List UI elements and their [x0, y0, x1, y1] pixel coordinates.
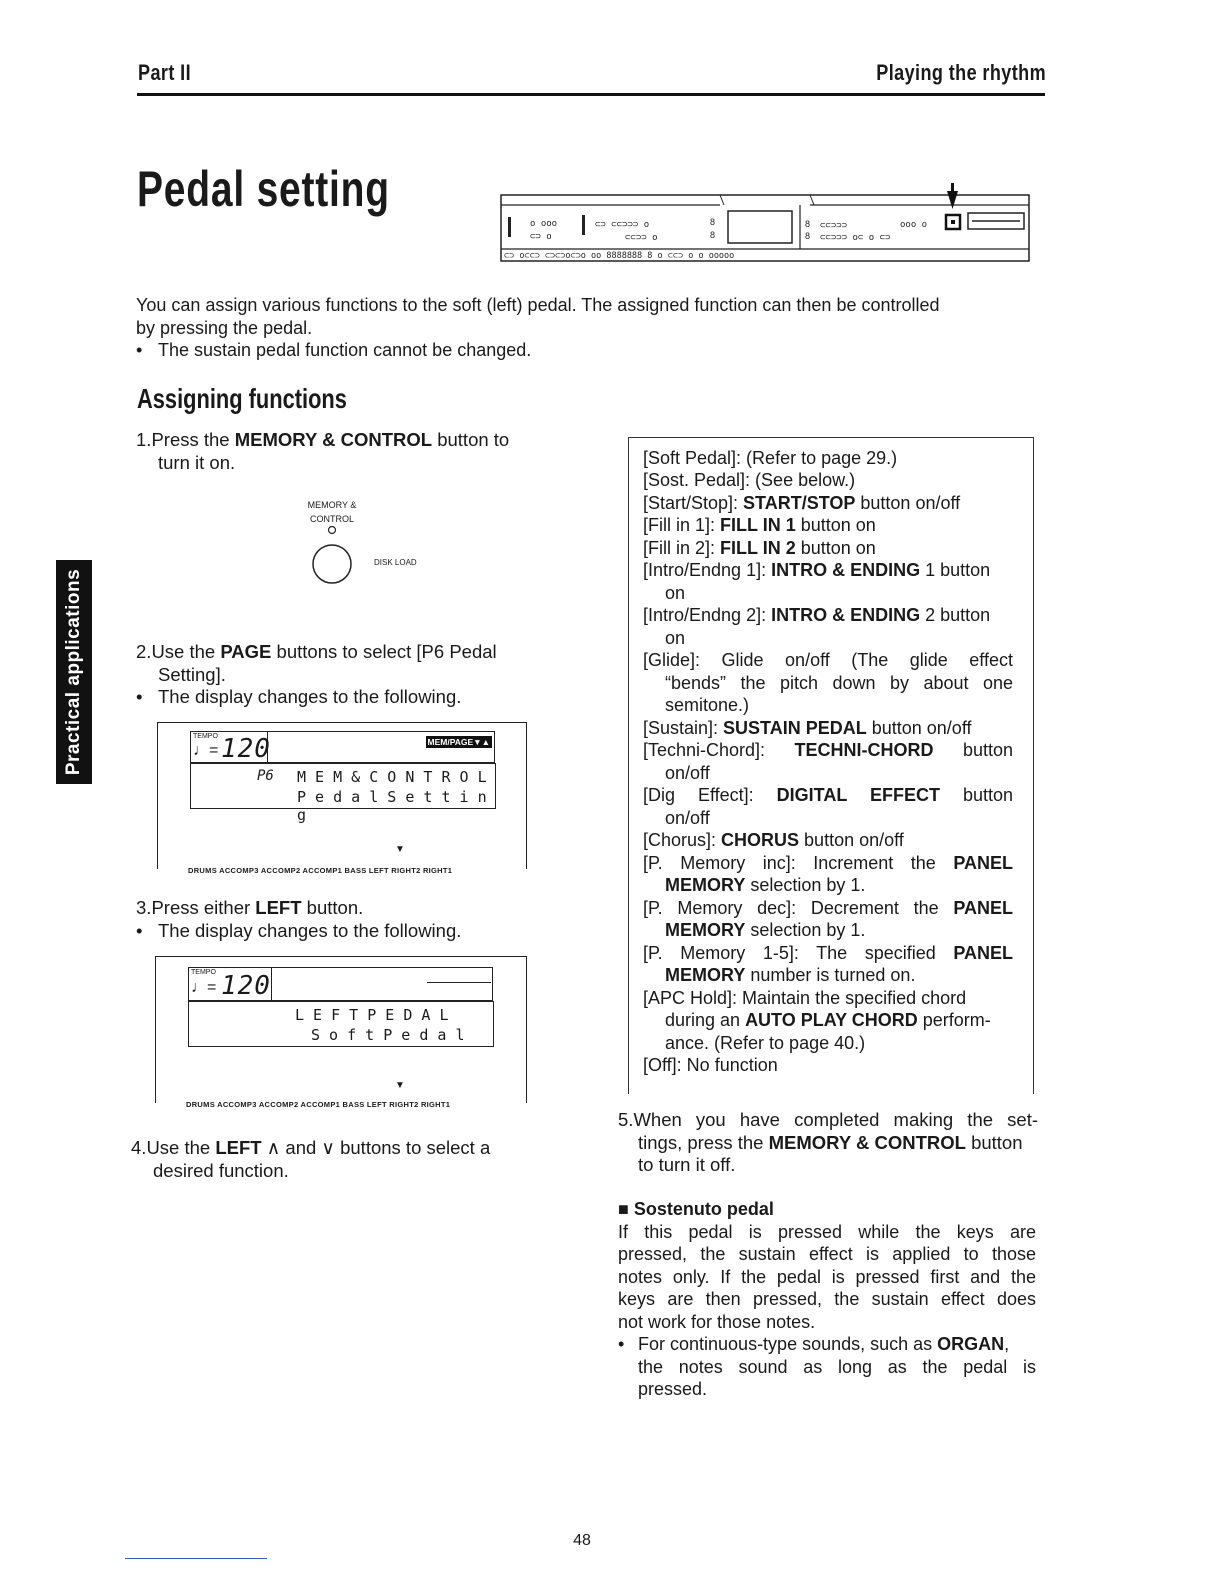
step-2-line-2: Setting].	[158, 663, 226, 685]
step-text: Press the	[151, 429, 235, 450]
svg-text:⊂⊃ ⊂⊂⊃⊃⊃ o: ⊂⊃ ⊂⊂⊃⊃⊃ o	[595, 220, 650, 230]
tempo-box	[190, 731, 271, 764]
step-4	[131, 1137, 561, 1182]
step-3-line-1	[136, 897, 566, 920]
memory-control-button-diagram	[300, 496, 460, 606]
button-label-2: CONTROL	[309, 514, 354, 524]
step-bold-text: MEMORY & CONTROL	[234, 429, 433, 450]
round-button-icon	[310, 524, 360, 596]
text-area	[190, 763, 496, 824]
function-chorus: [Chorus]: CHORUS button on/off	[643, 830, 904, 850]
svg-text:8: 8	[710, 230, 716, 240]
function-glide: [Glide]: Glide on/off (The glide effect	[643, 650, 1013, 670]
function-glide-cont: “bends” the pitch down by about one	[665, 673, 1013, 693]
top-right-box	[266, 731, 495, 763]
step-2	[136, 641, 566, 709]
step-3	[136, 897, 566, 942]
step-5	[618, 1109, 1038, 1177]
footer-rule	[125, 1558, 267, 1559]
step-text: ∧ and ∨ buttons to select a	[261, 1137, 491, 1158]
step-3-bullet-text: The display changes to the following.	[158, 919, 462, 941]
step-5-line-3: to turn it off.	[638, 1154, 736, 1175]
svg-text:⊂⊃ o: ⊂⊃ o	[530, 232, 552, 242]
intro-bullet: • The sustain pedal function cannot be changed.	[136, 340, 532, 360]
step-bold-text: LEFT	[255, 897, 302, 918]
step-5-line-1	[618, 1109, 1038, 1132]
step-text: Use the	[146, 1137, 216, 1158]
step-text: button.	[301, 897, 364, 918]
function-start-stop: [Start/Stop]: START/STOP button on/off	[643, 493, 961, 513]
display-line-1: M E M & C O N T R O L	[297, 768, 487, 786]
display-line-2: S o f t P e d a l	[311, 1026, 465, 1044]
step-text: buttons to select [P6 Pedal	[271, 641, 497, 662]
page-title: Pedal setting	[137, 161, 390, 217]
function-intro-ending-1: [Intro/Endng 1]: INTRO & ENDING 1 button	[643, 560, 991, 580]
function-fill-in-1: [Fill in 1]: FILL IN 1 button on	[643, 515, 876, 535]
function-techni-chord-cont: on/off	[665, 763, 710, 783]
function-soft-pedal: [Soft Pedal]: (Refer to page 29.)	[643, 448, 898, 468]
tempo-note: ♩=	[191, 979, 217, 996]
sostenuto-line: pressed, the sustain effect is applied to those	[618, 1244, 1036, 1264]
sostenuto-bullet-line-3: pressed.	[638, 1379, 708, 1399]
lcd-display-1	[157, 722, 527, 875]
function-p-memory-dec-cont: MEMORY selection by 1.	[665, 920, 866, 940]
function-p-memory-inc-cont: MEMORY selection by 1.	[665, 875, 866, 895]
tempo-label: TEMPO	[191, 969, 216, 976]
section-label: Playing the rhythm	[876, 60, 1046, 85]
sostenuto-heading: ■ Sostenuto pedal	[618, 1199, 774, 1219]
svg-text:8: 8	[710, 217, 716, 227]
step-text: Press either	[151, 897, 256, 918]
step-text: When you have completed making the set-	[633, 1109, 1038, 1130]
step-4-line-2: desired function.	[153, 1159, 289, 1181]
step-number: 2.	[136, 641, 152, 662]
function-p-memory-dec: [P. Memory dec]: Decrement the PANEL	[643, 898, 1013, 918]
tempo-value: 120	[221, 971, 271, 1001]
display-footer: DRUMS ACCOMP3 ACCOMP2 ACCOMP1 BASS LEFT RIGHT2 RIGHT1	[188, 866, 453, 875]
display-line-2: P e d a l S e t t i n g	[297, 788, 487, 824]
function-intro-ending-2: [Intro/Endng 2]: INTRO & ENDING 2 button	[643, 605, 991, 625]
svg-text:o ooo: o ooo	[530, 219, 558, 229]
step-1-line-2: turn it on.	[158, 451, 236, 473]
sostenuto-bullet: • For continuous-type sounds, such as ORGAN,	[618, 1334, 1010, 1354]
step-bold-text: PAGE	[220, 641, 272, 662]
disk-load-label: DISK LOAD	[374, 558, 417, 567]
svg-text:ooo o: ooo o	[900, 220, 928, 230]
step-text: button to	[432, 429, 510, 450]
display-footer: DRUMS ACCOMP3 ACCOMP2 ACCOMP1 BASS LEFT RIGHT2 RIGHT1	[186, 1100, 451, 1109]
step-number: 4.	[131, 1137, 147, 1158]
sostenuto-line: keys are then pressed, the sustain effect does	[618, 1289, 1036, 1309]
function-off: [Off]: No function	[643, 1055, 778, 1075]
step-number: 1.	[136, 429, 152, 450]
function-fill-in-2: [Fill in 2]: FILL IN 2 button on	[643, 538, 876, 558]
function-apc-hold-cont-2: ance. (Refer to page 40.)	[665, 1033, 866, 1053]
step-4-line-1	[131, 1137, 561, 1160]
svg-text:⊂⊂⊃⊃⊃ o⊂ o ⊂⊃: ⊂⊂⊃⊃⊃ o⊂ o ⊂⊃	[820, 233, 891, 243]
function-dig-effect-cont: on/off	[665, 808, 710, 828]
step-number: 5.	[618, 1109, 634, 1130]
svg-text:8: 8	[805, 219, 811, 229]
step-2-bullet-text: The display changes to the following.	[158, 686, 462, 707]
tempo-box	[188, 967, 272, 1001]
indicator-line	[427, 982, 491, 983]
side-tab	[56, 560, 92, 784]
down-arrow-icon: ▼	[395, 1080, 405, 1091]
part-label: Part II	[138, 60, 192, 85]
header-rule	[137, 93, 1045, 96]
step-3-bullet: • The display changes to the following.	[136, 919, 462, 941]
step-2-line-1	[136, 641, 566, 664]
function-p-memory-1-5: [P. Memory 1-5]: The specified PANEL	[643, 943, 1013, 963]
text-area	[188, 1001, 494, 1047]
tempo-note: ♩=	[193, 742, 219, 759]
control-panel-illustration	[500, 183, 1030, 263]
tempo-value: 120	[221, 734, 271, 764]
section-subtitle: Assigning functions	[137, 383, 347, 414]
function-apc-hold: [APC Hold]: Maintain the specified chord	[643, 988, 967, 1008]
page-code: P6	[257, 768, 274, 784]
mem-page-indicator: MEM/PAGE▼▲	[427, 737, 490, 747]
top-right-box	[270, 967, 493, 1001]
lcd-display-2	[155, 956, 527, 1109]
function-p-memory-1-5-cont: MEMORY number is turned on.	[665, 965, 916, 985]
step-2-bullet: • The display changes to the following.	[136, 686, 462, 707]
svg-text:8: 8	[805, 231, 811, 241]
function-apc-hold-cont: during an AUTO PLAY CHORD perform-	[665, 1010, 991, 1030]
step-1	[136, 429, 566, 474]
tempo-label: TEMPO	[193, 733, 218, 740]
step-5-line-2: tings, press the MEMORY & CONTROL button	[638, 1131, 1023, 1153]
intro-text	[136, 294, 1046, 362]
function-p-memory-inc: [P. Memory inc]: Increment the PANEL	[643, 853, 1013, 873]
page-number: 48	[573, 1532, 591, 1549]
function-sustain: [Sustain]: SUSTAIN PEDAL button on/off	[643, 718, 972, 738]
sostenuto-line: not work for those notes.	[618, 1311, 816, 1332]
down-arrow-icon: ▼	[395, 844, 405, 855]
step-bold-text: LEFT	[215, 1137, 262, 1158]
function-glide-cont-2: semitone.)	[665, 695, 750, 715]
sostenuto-line: notes only. If the pedal is pressed first and the	[618, 1266, 1036, 1287]
function-intro-ending-1-cont: on	[665, 583, 686, 603]
step-1-line-1	[136, 429, 566, 452]
step-text: Use the	[151, 641, 221, 662]
function-techni-chord: [Techni-Chord]: TECHNI-CHORD button	[643, 740, 1013, 760]
function-list-box	[628, 437, 1034, 1094]
control-panel-icon	[500, 183, 1030, 263]
sostenuto-bullet-line-2: the notes sound as long as the pedal is	[638, 1356, 1036, 1377]
svg-text:⊂⊂⊃⊃⊃: ⊂⊂⊃⊃⊃	[820, 221, 848, 231]
step-number: 3.	[136, 897, 152, 918]
intro-bullet-text: The sustain pedal function cannot be changed.	[158, 340, 532, 360]
sostenuto-line: If this pedal is pressed while the keys are	[618, 1221, 1036, 1242]
function-dig-effect: [Dig Effect]: DIGITAL EFFECT button	[643, 785, 1014, 805]
sostenuto-section	[618, 1198, 1036, 1401]
function-intro-ending-2-cont: on	[665, 628, 686, 648]
svg-text:⊂⊂⊃⊃ o: ⊂⊂⊃⊃ o	[625, 233, 658, 243]
intro-line-2: by pressing the pedal.	[136, 317, 313, 338]
display-line-1: L E F T P E D A L	[295, 1006, 449, 1024]
intro-line-1: You can assign various functions to the soft (left) pedal. The assigned function can then be controlled	[136, 295, 940, 315]
svg-text:⊂⊃ o⊂⊂⊃ ⊂⊃⊂⊃o⊂⊃o oo 888: ⊂⊃ o⊂⊂⊃ ⊂⊃⊂⊃o⊂⊃o oo 8888888 8 o ⊂⊂⊃ o o ooooo	[504, 251, 735, 261]
side-tab-label: Practical applications	[63, 568, 84, 776]
button-label-1: MEMORY &	[307, 500, 357, 510]
function-sost-pedal: [Sost. Pedal]: (See below.)	[643, 470, 856, 490]
